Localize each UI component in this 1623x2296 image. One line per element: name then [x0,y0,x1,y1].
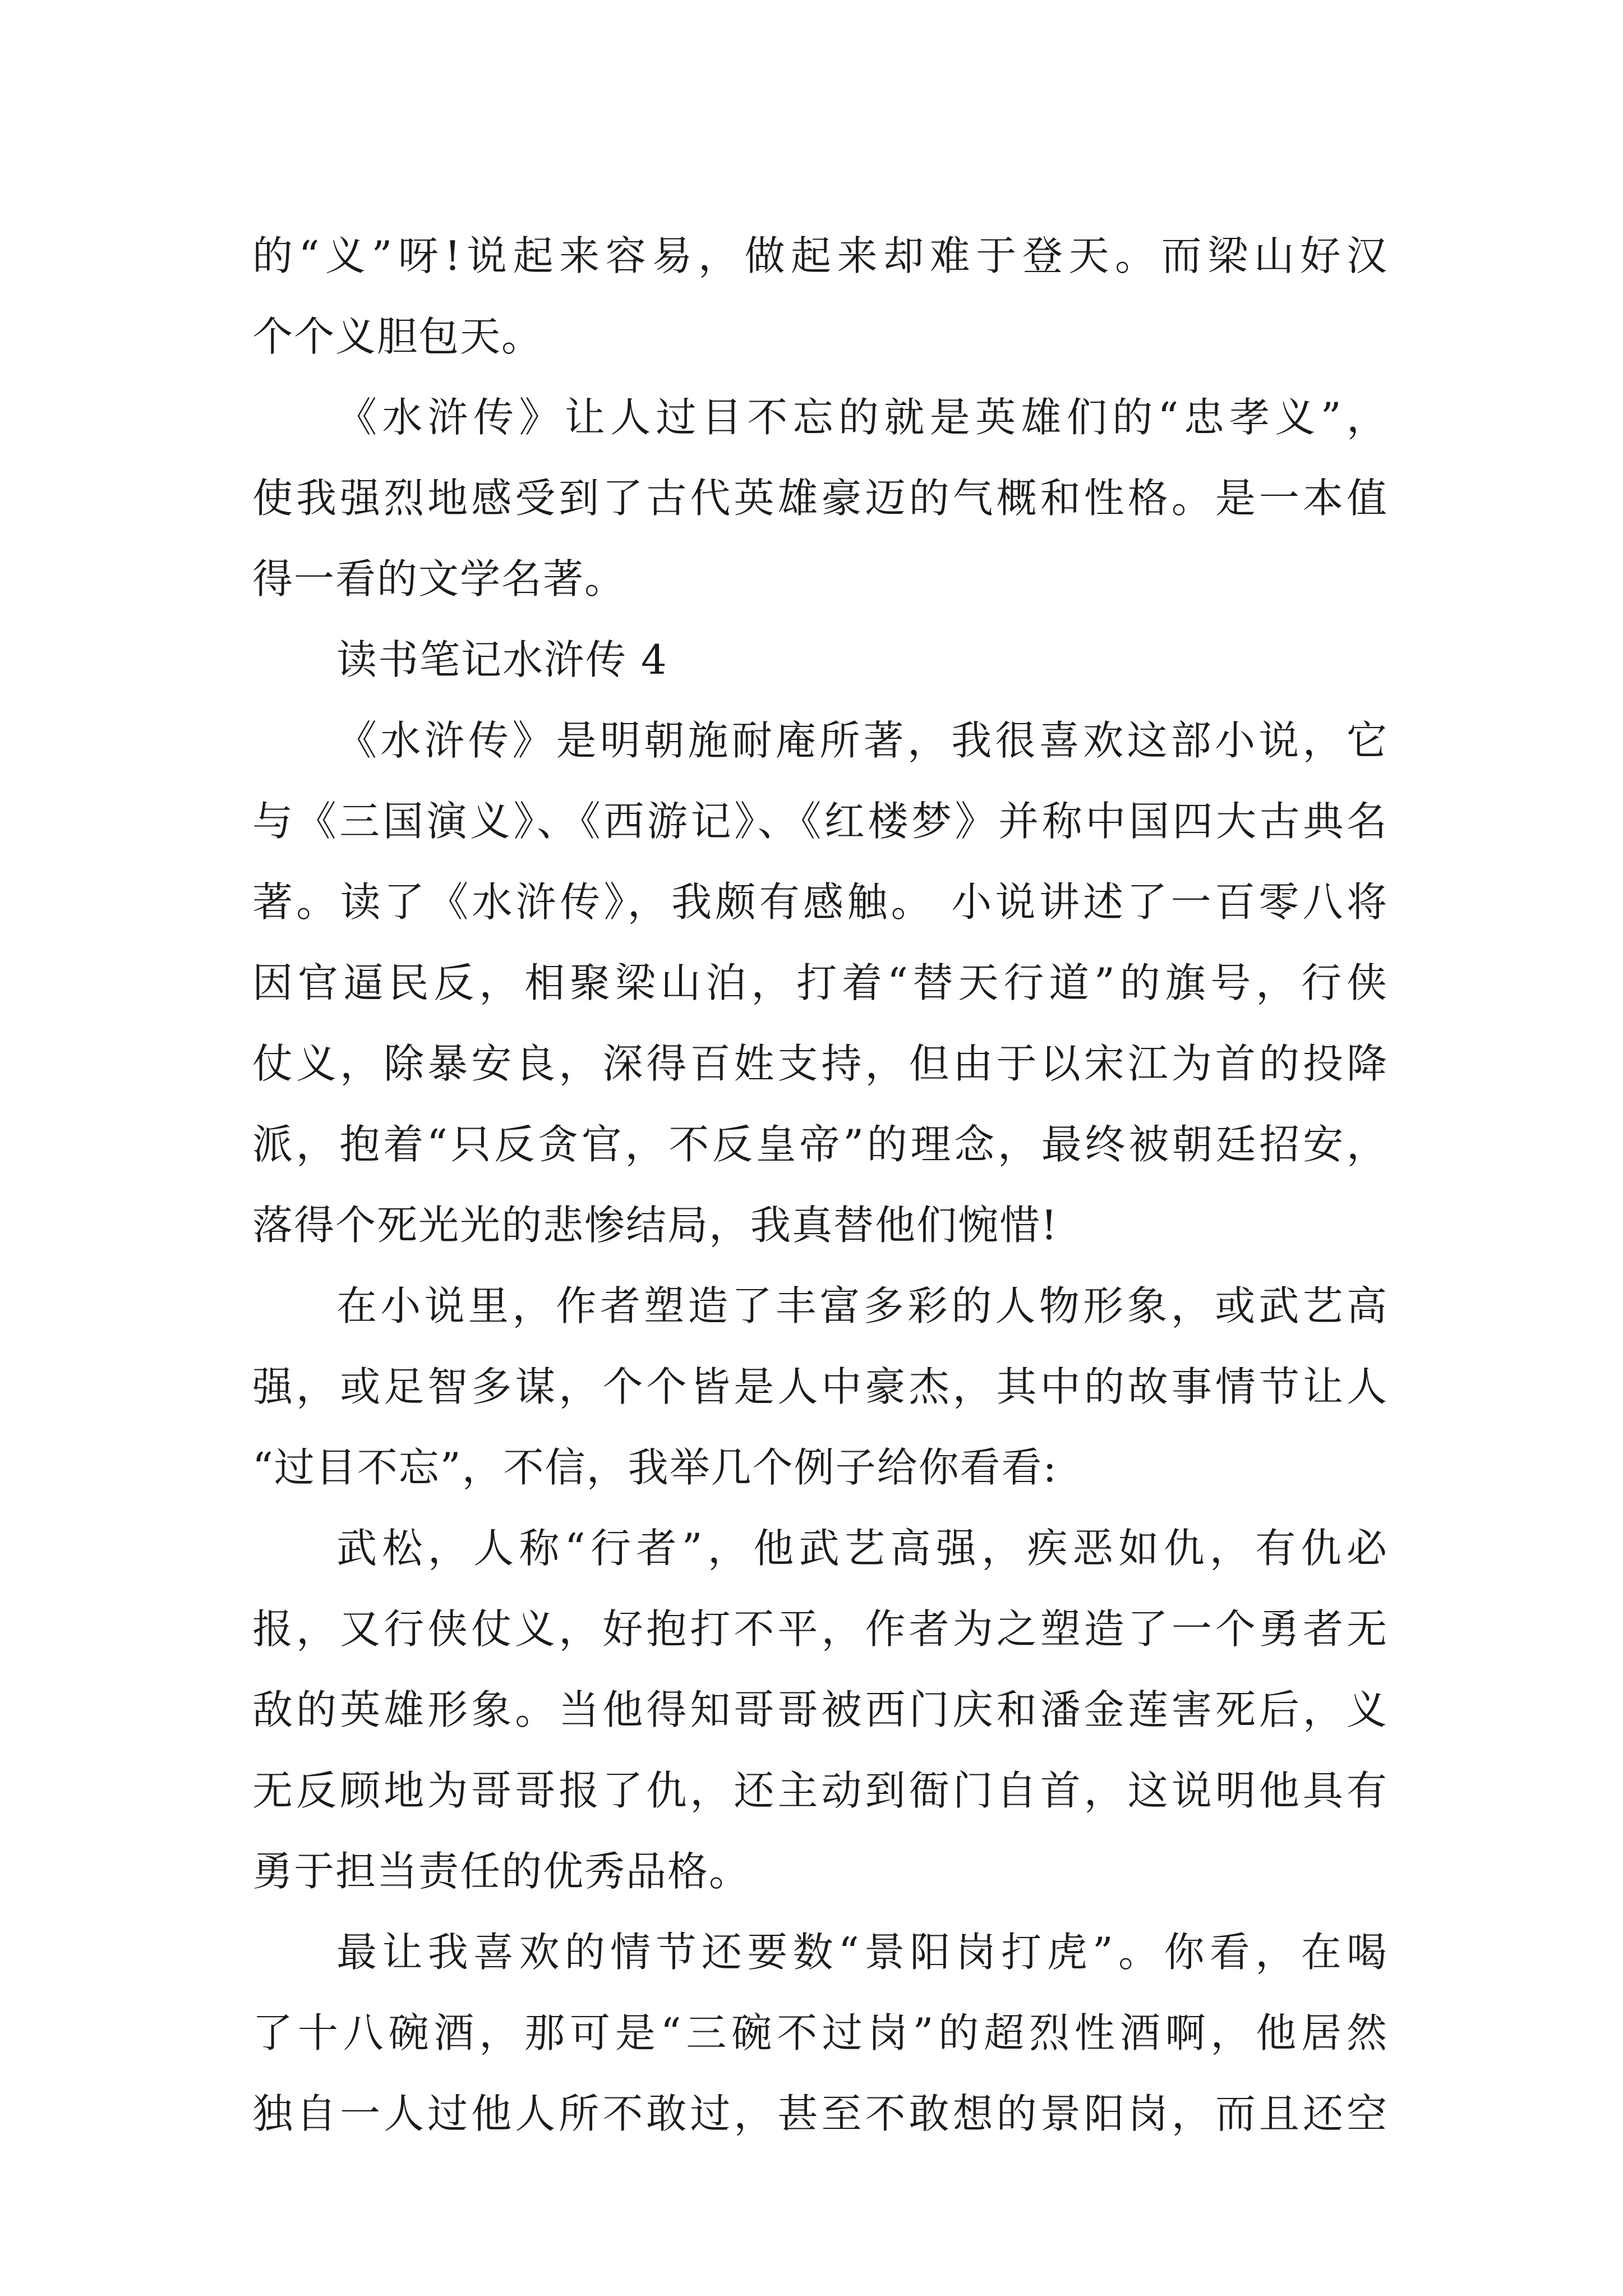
text-line: 著。读了《水浒传》，我颇有感触。 小说讲述了一百零八将 [252,878,1388,926]
text-line: 仗义，除暴安良，深得百姓支持，但由于以宋江为首的投降 [252,1040,1388,1087]
text-line: 独自一人过他人所不敢过，甚至不敢想的景阳岗，而且还空 [252,2090,1388,2137]
text-line: 使我强烈地感受到了古代英雄豪迈的气概和性格。是一本值 [252,475,1388,522]
paragraph-first-line: 在小说里，作者塑造了丰富多彩的人物形象，或武艺高 [336,1282,1388,1329]
text-line: 无反顾地为哥哥报了仇，还主动到衙门自首，这说明他具有 [252,1767,1388,1814]
document-body [252,215,1388,2154]
text-line: 因官逼民反，相聚梁山泊，打着“替天行道”的旗号，行侠 [252,959,1388,1006]
text-line: 了十八碗酒，那可是“三碗不过岗”的超烈性酒啊，他居然 [252,2009,1388,2056]
paragraph-first-line: 《水浒传》让人过目不忘的就是英雄们的“忠孝义”， [336,394,1388,441]
section-heading: 读书笔记水浒传 4 [336,636,668,683]
text-line: 落得个死光光的悲惨结局，我真替他们惋惜! [252,1202,1058,1249]
text-line: 派，抱着“只反贪官，不反皇帝”的理念，最终被朝廷招安， [252,1121,1388,1168]
paragraph-first-line: 武松，人称“行者”，他武艺高强，疾恶如仇，有仇必 [336,1525,1388,1572]
text-line: 敌的英雄形象。当他得知哥哥被西门庆和潘金莲害死后，义 [252,1686,1388,1733]
text-line: 强，或足智多谋，个个皆是人中豪杰，其中的故事情节让人 [252,1363,1388,1410]
text-line: 个个义胆包天。 [252,313,543,360]
text-line: 与《三国演义》、《西游记》、《红楼梦》并称中国四大古典名 [252,798,1388,845]
text-line: 的“义”呀!说起来容易，做起来却难于登天。而梁山好汉 [252,232,1388,279]
text-line: “过目不忘”，不信，我举几个例子给你看看: [252,1444,1058,1491]
paragraph-first-line: 最让我喜欢的情节还要数“景阳岗打虎”。你看，在喝 [336,1929,1388,1976]
text-line: 得一看的文学名著。 [252,555,626,602]
paragraph-first-line: 《水浒传》是明朝施耐庵所著，我很喜欢这部小说，它 [336,717,1388,764]
text-line: 报，又行侠仗义，好抱打不平，作者为之塑造了一个勇者无 [252,1605,1388,1653]
text-line: 勇于担当责任的优秀品格。 [252,1848,751,1895]
